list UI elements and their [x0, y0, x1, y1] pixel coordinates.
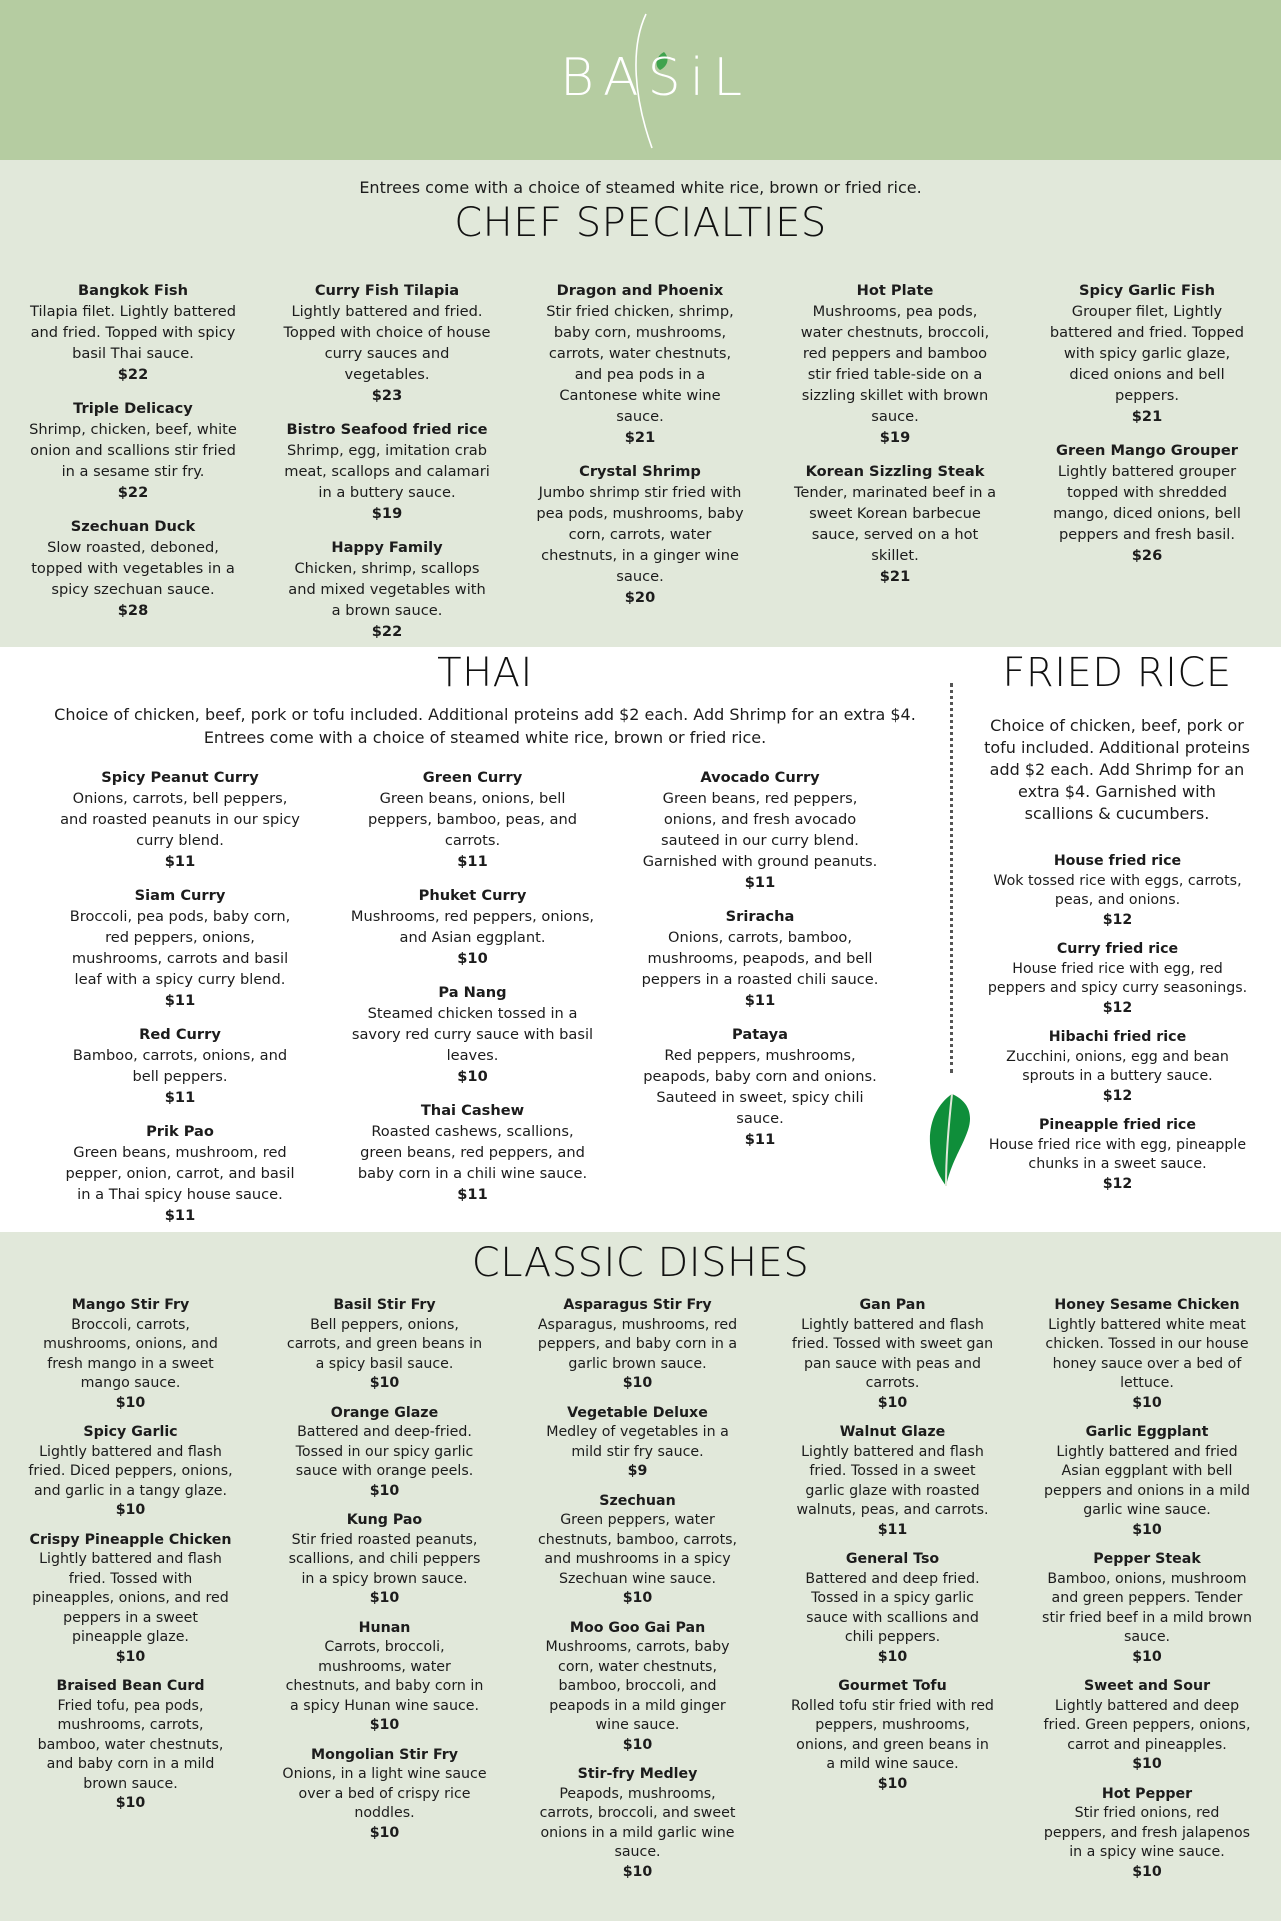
menu-column — [60, 767, 300, 1239]
item-price: $28 — [117, 602, 149, 619]
item-price: $10 — [115, 1648, 146, 1665]
item-description: Stir fried roasted peanuts, scallions, and chili peppers in a spicy brown sauce. — [288, 1531, 481, 1587]
menu-item — [28, 1423, 233, 1521]
item-price: $11 — [457, 1186, 488, 1203]
item-description: Green beans, onions, bell peppers, bamboo, peas, and carrots. — [368, 790, 577, 849]
item-description: Asparagus, mushrooms, red peppers, and baby corn in a garlic brown sauce. — [537, 1316, 738, 1372]
item-price: $10 — [115, 1502, 146, 1518]
menu-item — [60, 1121, 300, 1226]
item-name: Hibachi fried rice — [1048, 1029, 1187, 1045]
menu-item — [282, 1404, 487, 1502]
menu-item — [790, 280, 1000, 448]
item-name: Vegetable Deluxe — [567, 1404, 708, 1421]
item-description: Roasted cashews, scallions, green beans, red peppers, and baby corn in a chili wine sauce. — [357, 1123, 588, 1182]
item-description: Stir fried chicken, shrimp, baby corn, mushrooms, carrots, water chestnuts, and pea pods in a Cantonese white wine sauce. — [546, 303, 734, 425]
item-price: $21 — [879, 568, 911, 585]
menu-item — [1042, 1785, 1252, 1883]
item-price: $11 — [744, 1131, 776, 1148]
item-price: $21 — [1131, 408, 1163, 425]
item-description: Mushrooms, red peppers, onions, and Asian eggplant. — [350, 908, 595, 946]
menu-item — [28, 1531, 233, 1668]
menu-item — [640, 1024, 880, 1150]
fried-rice-title: FRIED RICE — [1002, 650, 1232, 696]
item-price: $11 — [164, 853, 196, 870]
item-price: $23 — [371, 387, 403, 404]
menu-column — [1042, 1296, 1252, 1892]
item-name: Spicy Garlic — [83, 1424, 178, 1440]
menu-item — [535, 280, 745, 448]
item-price: $10 — [622, 1863, 653, 1880]
item-price: $10 — [369, 1590, 400, 1606]
item-description: Mushrooms, carrots, baby corn, water chestnuts, bamboo, broccoli, and peapods in a mild ginger wine sauce. — [545, 1639, 730, 1733]
item-price: $10 — [877, 1775, 908, 1792]
item-price: $12 — [1102, 999, 1133, 1016]
item-name: Avocado Curry — [700, 769, 820, 786]
item-price: $22 — [117, 366, 149, 383]
item-price: $10 — [877, 1394, 908, 1411]
item-name: Gan Pan — [859, 1297, 926, 1313]
item-price: $10 — [622, 1590, 653, 1606]
item-description: Lightly battered and fried Asian eggplant with bell peppers and onions in a mild garlic wine sauce. — [1044, 1443, 1250, 1518]
item-price: $10 — [1132, 1648, 1162, 1665]
menu-item — [985, 1116, 1250, 1194]
item-price: $10 — [369, 1482, 400, 1499]
item-description: Red peppers, mushrooms, peapods, baby corn and onions. Sauteed in sweet, spicy chili sauce. — [643, 1047, 877, 1127]
brand-name: BASiL — [560, 48, 752, 108]
menu-item — [1042, 1677, 1252, 1775]
item-price: $19 — [371, 505, 403, 522]
item-name: Hunan — [358, 1619, 411, 1636]
menu-column — [640, 767, 880, 1163]
menu-column — [28, 1296, 233, 1824]
item-name: House fried rice — [1053, 853, 1182, 869]
item-name: Bangkok Fish — [78, 282, 188, 299]
item-price: $12 — [1102, 911, 1133, 928]
item-description: Green beans, mushroom, red pepper, onion, carrot, and basil in a Thai spicy house sauce. — [65, 1144, 295, 1203]
item-description: Slow roasted, deboned, topped with vegetables in a spicy szechuan sauce. — [31, 539, 235, 598]
menu-item — [790, 1423, 995, 1540]
menu-item — [535, 1296, 740, 1394]
item-description: Lightly battered white meat chicken. Tossed in our house honey sauce over a bed of lettuce. — [1045, 1316, 1249, 1391]
item-price: $26 — [1131, 547, 1163, 564]
item-name: Pineapple fried rice — [1039, 1117, 1196, 1133]
menu-item — [1042, 440, 1252, 566]
item-description: Steamed chicken tossed in a savory red curry sauce with basil leaves. — [351, 1005, 594, 1064]
menu-item — [60, 1024, 300, 1108]
leaf-icon — [918, 1090, 978, 1190]
item-price: $11 — [744, 874, 776, 891]
item-name: Green Mango Grouper — [1056, 442, 1238, 459]
item-description: Stir fried onions, red peppers, and fresh jalapenos in a spicy wine sauce. — [1043, 1805, 1251, 1860]
item-description: Lightly battered and flash fried. Tossed with pineapples, onions, and red peppers in a sweet pineapple glaze. — [32, 1551, 229, 1645]
item-price: $22 — [117, 484, 149, 501]
item-price: $10 — [369, 1375, 400, 1391]
item-name: General Tso — [845, 1551, 940, 1567]
menu-item — [1042, 280, 1252, 427]
menu-column — [282, 280, 492, 655]
item-name: Siam Curry — [134, 887, 226, 904]
menu-item — [282, 537, 492, 642]
item-name: Orange Glaze — [330, 1404, 439, 1421]
item-name: Pepper Steak — [1093, 1551, 1201, 1567]
menu-item — [28, 280, 238, 385]
item-price: $20 — [624, 589, 656, 606]
menu-column — [350, 767, 595, 1218]
item-name: Braised Bean Curd — [56, 1678, 205, 1694]
menu-item — [985, 852, 1250, 930]
item-name: Szechuan Duck — [70, 518, 196, 535]
item-name: Pataya — [732, 1026, 788, 1043]
menu-item — [282, 419, 492, 524]
menu-item — [60, 767, 300, 872]
menu-item — [985, 1028, 1250, 1106]
specials-title: CHEF SPECIALTIES — [454, 200, 827, 246]
item-description: Lightly battered and fried. Topped with choice of house curry sauces and vegetables. — [283, 303, 491, 383]
menu-item — [1042, 1423, 1252, 1540]
item-price: $11 — [164, 1207, 196, 1224]
item-price: $10 — [1132, 1863, 1162, 1880]
item-price: $11 — [744, 992, 776, 1009]
item-name: Honey Sesame Chicken — [1054, 1297, 1240, 1313]
menu-item — [790, 1550, 995, 1667]
menu-item — [282, 1746, 487, 1844]
menu-column — [790, 1296, 995, 1804]
item-name: Moo Goo Gai Pan — [569, 1619, 706, 1636]
item-name: Sriracha — [725, 908, 795, 925]
item-name: Triple Delicacy — [73, 400, 193, 417]
item-description: Grouper filet, Lightly battered and fried. Topped with spicy garlic glaze, diced onions and bell peppers. — [1049, 303, 1245, 404]
item-name: Green Curry — [422, 769, 523, 786]
menu-item — [535, 1404, 740, 1482]
menu-item — [28, 1677, 233, 1814]
menu-column — [985, 852, 1250, 1204]
item-description: Fried tofu, pea pods, mushrooms, carrots, bamboo, water chestnuts, and baby corn in a mild brown sauce. — [37, 1697, 224, 1792]
menu-item — [282, 1511, 487, 1609]
menu-column — [282, 1296, 487, 1853]
item-price: $11 — [164, 1089, 196, 1106]
item-description: Bell peppers, onions, carrots, and green beans in a spicy basil sauce. — [286, 1316, 483, 1372]
menu-item — [282, 280, 492, 406]
item-description: Bamboo, onions, mushroom and green peppers. Tender stir fried beef in a mild brown sauce. — [1042, 1570, 1252, 1645]
item-description: Tilapia filet. Lightly battered and fried. Topped with spicy basil Thai sauce. — [30, 303, 236, 362]
item-description: Lightly battered and flash fried. Diced peppers, onions, and garlic in a tangy glaze. — [28, 1443, 233, 1499]
item-description: Lightly battered and flash fried. Tossed in a sweet garlic glaze with roasted walnuts, peas, and carrots. — [796, 1443, 989, 1518]
item-name: Curry Fish Tilapia — [314, 282, 460, 299]
menu-item — [535, 1619, 740, 1756]
thai-note — [40, 703, 930, 749]
item-description: Lightly battered and flash fried. Tossed with sweet gan pan sauce with peas and carrots. — [791, 1316, 994, 1391]
thai-note-line2: Entrees come with a choice of steamed white rice, brown or fried rice. — [203, 728, 767, 747]
item-description: Lightly battered and deep fried. Green peppers, onions, carrot and pineapples. — [1043, 1697, 1251, 1753]
item-name: Crystal Shrimp — [579, 463, 701, 480]
item-price: $19 — [879, 429, 911, 446]
menu-item — [350, 885, 595, 969]
menu-item — [350, 1100, 595, 1205]
item-price: $10 — [1132, 1756, 1162, 1772]
item-name: Crispy Pineapple Chicken — [29, 1531, 232, 1548]
item-name: Hot Plate — [856, 282, 934, 299]
item-description: Green beans, red peppers, onions, and fresh avocado sauteed in our curry blend. Garnished with ground peanuts. — [642, 790, 878, 870]
item-name: Mongolian Stir Fry — [310, 1746, 459, 1763]
item-description: Shrimp, egg, imitation crab meat, scallops and calamari in a buttery sauce. — [284, 442, 490, 501]
item-price: $10 — [1132, 1394, 1162, 1411]
menu-column — [1042, 280, 1252, 579]
item-price: $11 — [457, 853, 488, 870]
item-name: Prik Pao — [146, 1123, 214, 1140]
menu-column — [535, 280, 745, 621]
item-price: $10 — [369, 1717, 400, 1733]
menu-item — [350, 982, 595, 1087]
fried-rice-note: Choice of chicken, beef, pork or tofu included. Additional proteins add $2 each. Add Shrimp for an extra $4. Garnished with scallions & cucumbers. — [984, 716, 1250, 823]
item-price: $10 — [457, 1068, 488, 1085]
item-price: $10 — [369, 1824, 400, 1841]
item-description: Bamboo, carrots, onions, and bell peppers. — [72, 1047, 288, 1085]
item-description: Shrimp, chicken, beef, white onion and scallions stir fried in a sesame stir fry. — [29, 421, 237, 480]
item-price: $11 — [877, 1521, 908, 1538]
menu-item — [640, 767, 880, 893]
item-name: Sweet and Sour — [1083, 1678, 1211, 1694]
header-banner — [0, 0, 1281, 160]
item-description: Carrots, broccoli, mushrooms, water chestnuts, and baby corn in a spicy Hunan wine sauce. — [285, 1639, 484, 1714]
item-description: Onions, carrots, bamboo, mushrooms, peapods, and bell peppers in a roasted chili sauce. — [641, 929, 879, 988]
item-description: Peapods, mushrooms, carrots, broccoli, and sweet onions in a mild garlic wine sauce. — [539, 1785, 736, 1860]
logo — [560, 8, 752, 158]
item-name: Basil Stir Fry — [333, 1297, 436, 1313]
menu-column — [28, 280, 238, 634]
menu-column — [535, 1296, 740, 1892]
specials-intro: Entrees come with a choice of steamed white rice, brown or fried rice. — [359, 178, 922, 197]
item-name: Hot Pepper — [1101, 1785, 1193, 1802]
item-name: Happy Family — [331, 539, 443, 556]
menu-item — [282, 1296, 487, 1394]
item-name: Bistro Seafood fried rice — [286, 421, 488, 438]
item-description: Wok tossed rice with eggs, carrots, peas, and onions. — [993, 872, 1242, 908]
menu-item — [535, 1765, 740, 1882]
item-description: Battered and deep fried. Tossed in a spicy garlic sauce with scallions and chili peppers. — [805, 1570, 980, 1645]
item-price: $12 — [1102, 1175, 1133, 1192]
item-name: Mango Stir Fry — [71, 1297, 190, 1313]
item-name: Thai Cashew — [420, 1102, 525, 1119]
item-name: Spicy Peanut Curry — [101, 769, 259, 786]
item-price: $12 — [1102, 1087, 1133, 1104]
item-price: $10 — [622, 1375, 653, 1391]
menu-item — [985, 940, 1250, 1018]
item-price: $11 — [164, 992, 196, 1009]
item-name: Asparagus Stir Fry — [563, 1297, 712, 1313]
menu-item — [1042, 1550, 1252, 1667]
item-price: $10 — [877, 1648, 908, 1665]
item-name: Kung Pao — [346, 1512, 423, 1528]
menu-item — [535, 1492, 740, 1609]
menu-item — [790, 1677, 995, 1794]
menu-item — [28, 398, 238, 503]
menu-column — [790, 280, 1000, 600]
item-price: $22 — [371, 623, 403, 640]
thai-note-line1: Choice of chicken, beef, pork or tofu included. Additional proteins add $2 each. Add Shrimp for an extra $4. — [54, 705, 916, 724]
item-name: Garlic Eggplant — [1085, 1424, 1209, 1440]
item-name: Stir-fry Medley — [577, 1766, 698, 1782]
item-description: Battered and deep-fried. Tossed in our spicy garlic sauce with orange peels. — [295, 1424, 474, 1479]
item-name: Curry fried rice — [1056, 941, 1179, 957]
item-name: Pa Nang — [438, 984, 507, 1001]
menu-item — [790, 1296, 995, 1413]
item-description: Green peppers, water chestnuts, bamboo, carrots, and mushrooms in a spicy Szechuan wine sauce. — [537, 1512, 738, 1587]
item-price: $10 — [1132, 1521, 1162, 1538]
item-description: Chicken, shrimp, scallops and mixed vegetables with a brown sauce. — [288, 560, 486, 619]
item-description: Medley of vegetables in a mild stir fry sauce. — [546, 1424, 729, 1460]
item-price: $10 — [622, 1736, 653, 1753]
section-divider — [950, 683, 953, 1073]
menu-item — [535, 461, 745, 608]
item-name: Phuket Curry — [418, 887, 527, 904]
item-description: Jumbo shrimp stir fried with pea pods, mushrooms, baby corn, carrots, water chestnuts, in a ginger wine sauce. — [536, 484, 744, 585]
item-name: Red Curry — [139, 1026, 221, 1043]
item-price: $10 — [115, 1394, 146, 1411]
item-description: Mushrooms, pea pods, water chestnuts, broccoli, red peppers and bamboo stir fried table-side on a sizzling skillet with brown sauce. — [800, 303, 990, 425]
item-description: Broccoli, carrots, mushrooms, onions, and fresh mango in a sweet mango sauce. — [43, 1316, 218, 1391]
item-name: Korean Sizzling Steak — [805, 463, 985, 480]
menu-item — [640, 906, 880, 1011]
item-description: Lightly battered grouper topped with shredded mango, diced onions, bell peppers and fresh basil. — [1053, 463, 1241, 543]
item-description: House fried rice with egg, pineapple chunks in a sweet sauce. — [988, 1136, 1247, 1172]
menu-item — [28, 516, 238, 621]
item-name: Szechuan — [599, 1492, 676, 1509]
menu-item — [1042, 1296, 1252, 1413]
item-name: Spicy Garlic Fish — [1078, 282, 1215, 299]
menu-item — [790, 461, 1000, 587]
item-name: Gourmet Tofu — [838, 1678, 947, 1694]
item-description: Zucchini, onions, egg and bean sprouts in a buttery sauce. — [1006, 1048, 1229, 1084]
item-price: $9 — [627, 1463, 648, 1479]
classic-title: CLASSIC DISHES — [471, 1240, 810, 1286]
item-price: $21 — [624, 429, 656, 446]
item-description: Rolled tofu stir fried with red peppers, mushrooms, onions, and green beans in a mild wine sauce. — [791, 1697, 994, 1772]
menu-item — [350, 767, 595, 872]
item-description: Tender, marinated beef in a sweet Korean barbecue sauce, served on a hot skillet. — [793, 484, 997, 564]
thai-title: THAI — [437, 650, 533, 696]
item-description: Onions, carrots, bell peppers, and roasted peanuts in our spicy curry blend. — [60, 790, 300, 849]
item-price: $10 — [115, 1795, 146, 1811]
item-description: House fried rice with egg, red peppers and spicy curry seasonings. — [987, 960, 1248, 996]
menu-item — [282, 1619, 487, 1736]
menu-item — [28, 1296, 233, 1413]
item-price: $10 — [457, 950, 488, 967]
item-name: Walnut Glaze — [839, 1424, 946, 1440]
item-name: Dragon and Phoenix — [556, 282, 724, 299]
item-description: Broccoli, pea pods, baby corn, red peppers, onions, mushrooms, carrots and basil leaf with a spicy curry blend. — [69, 908, 291, 988]
menu-item — [60, 885, 300, 1011]
item-description: Onions, in a light wine sauce over a bed of crispy rice noddles. — [282, 1766, 487, 1821]
